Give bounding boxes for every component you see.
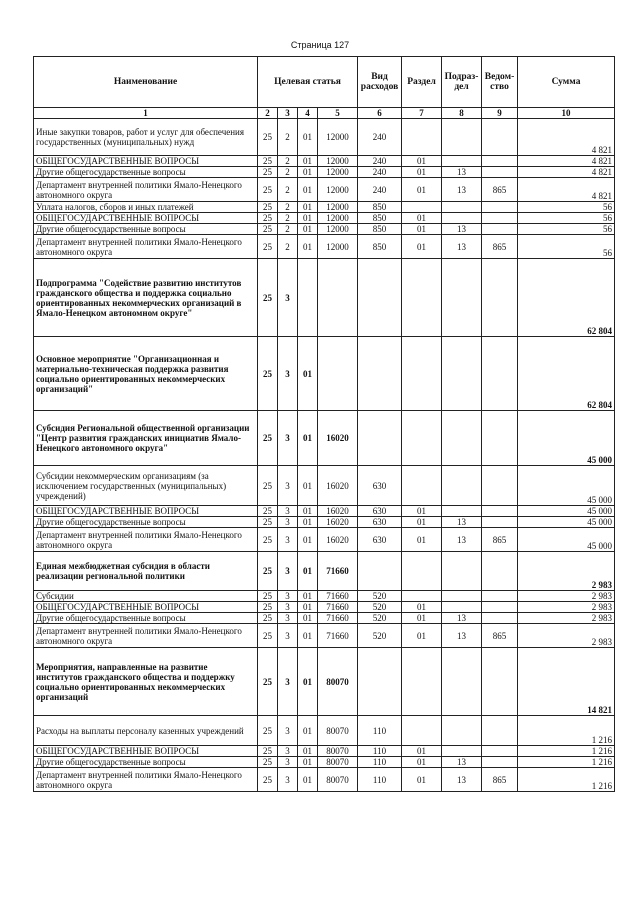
table-row bbox=[34, 624, 615, 648]
target-code: 80070 bbox=[318, 768, 358, 792]
subsection bbox=[442, 746, 482, 757]
subsection bbox=[442, 411, 482, 466]
target-event: 01 bbox=[298, 224, 318, 235]
expense-type: 520 bbox=[358, 591, 402, 602]
row-name: Департамент внутренней политики Ямало-Ненецкого автономного округа bbox=[34, 528, 258, 552]
target-code: 12000 bbox=[318, 119, 358, 156]
col-number: 7 bbox=[402, 108, 442, 119]
row-name: Мероприятия, направленные на развитие институтов гражданского общества и поддержку социально ориентированных некоммерческих организаций bbox=[34, 648, 258, 716]
col-number: 5 bbox=[318, 108, 358, 119]
target-code: 80070 bbox=[318, 746, 358, 757]
subsection bbox=[442, 591, 482, 602]
row-name: Другие общегосударственные вопросы bbox=[34, 224, 258, 235]
subsection bbox=[442, 466, 482, 506]
target-code: 71660 bbox=[318, 591, 358, 602]
amount: 1 216 bbox=[518, 757, 615, 768]
amount: 45 000 bbox=[518, 517, 615, 528]
amount: 56 bbox=[518, 202, 615, 213]
subsection bbox=[442, 648, 482, 716]
section bbox=[402, 648, 442, 716]
target-event: 01 bbox=[298, 746, 318, 757]
target-program: 25 bbox=[258, 746, 278, 757]
amount: 62 804 bbox=[518, 337, 615, 411]
target-program: 25 bbox=[258, 602, 278, 613]
col-number: 9 bbox=[482, 108, 518, 119]
amount: 14 821 bbox=[518, 648, 615, 716]
table-row bbox=[34, 716, 615, 746]
row-name: Субсидии bbox=[34, 591, 258, 602]
row-name: Департамент внутренней политики Ямало-Ненецкого автономного округа bbox=[34, 624, 258, 648]
target-subprogram: 3 bbox=[278, 757, 298, 768]
section: 01 bbox=[402, 224, 442, 235]
target-event: 01 bbox=[298, 235, 318, 259]
target-subprogram: 3 bbox=[278, 466, 298, 506]
target-program: 25 bbox=[258, 552, 278, 591]
target-event: 01 bbox=[298, 178, 318, 202]
target-code: 16020 bbox=[318, 517, 358, 528]
subsection: 13 bbox=[442, 768, 482, 792]
department bbox=[482, 746, 518, 757]
target-event: 01 bbox=[298, 757, 318, 768]
target-event bbox=[298, 259, 318, 337]
expense-type: 240 bbox=[358, 156, 402, 167]
target-subprogram: 3 bbox=[278, 624, 298, 648]
subsection bbox=[442, 156, 482, 167]
expense-type: 110 bbox=[358, 746, 402, 757]
target-code: 71660 bbox=[318, 552, 358, 591]
department: 865 bbox=[482, 528, 518, 552]
section: 01 bbox=[402, 156, 442, 167]
header-target: Целевая статья bbox=[258, 57, 358, 108]
table-row bbox=[34, 202, 615, 213]
department bbox=[482, 337, 518, 411]
col-number: 6 bbox=[358, 108, 402, 119]
target-subprogram: 2 bbox=[278, 119, 298, 156]
target-program: 25 bbox=[258, 178, 278, 202]
target-code: 12000 bbox=[318, 224, 358, 235]
row-name: ОБЩЕГОСУДАРСТВЕННЫЕ ВОПРОСЫ bbox=[34, 602, 258, 613]
department: 865 bbox=[482, 178, 518, 202]
amount: 45 000 bbox=[518, 528, 615, 552]
expense-type: 630 bbox=[358, 506, 402, 517]
target-code: 71660 bbox=[318, 624, 358, 648]
target-code: 16020 bbox=[318, 466, 358, 506]
table-row bbox=[34, 411, 615, 466]
target-subprogram: 2 bbox=[278, 235, 298, 259]
subsection: 13 bbox=[442, 613, 482, 624]
target-subprogram: 3 bbox=[278, 411, 298, 466]
col-number: 4 bbox=[298, 108, 318, 119]
table-row bbox=[34, 178, 615, 202]
table-row bbox=[34, 156, 615, 167]
header-section: Раздел bbox=[402, 57, 442, 108]
col-number: 10 bbox=[518, 108, 615, 119]
col-number: 2 bbox=[258, 108, 278, 119]
table-row bbox=[34, 552, 615, 591]
amount: 45 000 bbox=[518, 466, 615, 506]
expense-type: 110 bbox=[358, 716, 402, 746]
subsection: 13 bbox=[442, 178, 482, 202]
amount: 1 216 bbox=[518, 716, 615, 746]
row-name: Другие общегосударственные вопросы bbox=[34, 757, 258, 768]
department bbox=[482, 202, 518, 213]
row-name: Другие общегосударственные вопросы bbox=[34, 517, 258, 528]
department bbox=[482, 411, 518, 466]
target-event: 01 bbox=[298, 466, 318, 506]
table-row bbox=[34, 213, 615, 224]
target-program: 25 bbox=[258, 466, 278, 506]
department bbox=[482, 466, 518, 506]
expense-type: 240 bbox=[358, 178, 402, 202]
target-program: 25 bbox=[258, 624, 278, 648]
target-program: 25 bbox=[258, 591, 278, 602]
section: 01 bbox=[402, 602, 442, 613]
section: 01 bbox=[402, 624, 442, 648]
col-number: 1 bbox=[34, 108, 258, 119]
header-expense-type: Вид расходов bbox=[358, 57, 402, 108]
section bbox=[402, 259, 442, 337]
table-row bbox=[34, 591, 615, 602]
row-name: Иные закупки товаров, работ и услуг для обеспечения государственных (муниципальных) нужд bbox=[34, 119, 258, 156]
target-code bbox=[318, 337, 358, 411]
department bbox=[482, 757, 518, 768]
target-subprogram: 2 bbox=[278, 167, 298, 178]
target-subprogram: 3 bbox=[278, 716, 298, 746]
section: 01 bbox=[402, 746, 442, 757]
subsection: 13 bbox=[442, 224, 482, 235]
target-event: 01 bbox=[298, 768, 318, 792]
row-name: Субсидия Региональной общественной организации "Центр развития гражданских инициатив Ямало-Ненецкого автономного округа" bbox=[34, 411, 258, 466]
target-event: 01 bbox=[298, 202, 318, 213]
department bbox=[482, 167, 518, 178]
department: 865 bbox=[482, 768, 518, 792]
expense-type: 520 bbox=[358, 602, 402, 613]
header-subsection: Подраз-дел bbox=[442, 57, 482, 108]
section bbox=[402, 119, 442, 156]
department bbox=[482, 648, 518, 716]
amount: 4 821 bbox=[518, 167, 615, 178]
target-program: 25 bbox=[258, 202, 278, 213]
target-code: 12000 bbox=[318, 156, 358, 167]
section bbox=[402, 466, 442, 506]
expense-type: 850 bbox=[358, 202, 402, 213]
row-name: Подпрограмма "Содействие развитию институтов гражданского общества и поддержка социально ориентированных некоммерческих организаций в Ямало-Ненецком автономном округе" bbox=[34, 259, 258, 337]
target-subprogram: 3 bbox=[278, 259, 298, 337]
amount: 56 bbox=[518, 235, 615, 259]
expense-type bbox=[358, 259, 402, 337]
section: 01 bbox=[402, 506, 442, 517]
subsection bbox=[442, 337, 482, 411]
row-name: ОБЩЕГОСУДАРСТВЕННЫЕ ВОПРОСЫ bbox=[34, 156, 258, 167]
target-event: 01 bbox=[298, 602, 318, 613]
target-subprogram: 2 bbox=[278, 213, 298, 224]
target-subprogram: 3 bbox=[278, 613, 298, 624]
amount: 4 821 bbox=[518, 156, 615, 167]
row-name: Основное мероприятие "Организационная и материально-техническая поддержка развития социально ориентированных некоммерческих организаций" bbox=[34, 337, 258, 411]
subsection: 13 bbox=[442, 517, 482, 528]
subsection: 13 bbox=[442, 235, 482, 259]
target-subprogram: 3 bbox=[278, 591, 298, 602]
section bbox=[402, 591, 442, 602]
department bbox=[482, 552, 518, 591]
budget-table bbox=[33, 56, 615, 792]
header-name: Наименование bbox=[34, 57, 258, 108]
target-code: 12000 bbox=[318, 178, 358, 202]
subsection bbox=[442, 213, 482, 224]
target-program: 25 bbox=[258, 119, 278, 156]
target-program: 25 bbox=[258, 716, 278, 746]
table-row bbox=[34, 602, 615, 613]
target-code: 16020 bbox=[318, 411, 358, 466]
department bbox=[482, 716, 518, 746]
target-code: 12000 bbox=[318, 202, 358, 213]
subsection: 13 bbox=[442, 528, 482, 552]
target-event: 01 bbox=[298, 528, 318, 552]
table-row bbox=[34, 648, 615, 716]
table-row bbox=[34, 337, 615, 411]
expense-type: 630 bbox=[358, 528, 402, 552]
amount: 2 983 bbox=[518, 591, 615, 602]
department: 865 bbox=[482, 235, 518, 259]
target-event: 01 bbox=[298, 716, 318, 746]
target-subprogram: 3 bbox=[278, 602, 298, 613]
target-event: 01 bbox=[298, 213, 318, 224]
row-name: Единая межбюджетная субсидия в области реализации региональной политики bbox=[34, 552, 258, 591]
expense-type bbox=[358, 337, 402, 411]
expense-type: 630 bbox=[358, 466, 402, 506]
section: 01 bbox=[402, 528, 442, 552]
target-code: 12000 bbox=[318, 167, 358, 178]
amount: 56 bbox=[518, 224, 615, 235]
target-event: 01 bbox=[298, 648, 318, 716]
target-subprogram: 3 bbox=[278, 746, 298, 757]
department bbox=[482, 119, 518, 156]
table-row bbox=[34, 224, 615, 235]
department bbox=[482, 259, 518, 337]
target-event: 01 bbox=[298, 591, 318, 602]
header-row bbox=[34, 57, 615, 108]
amount: 2 983 bbox=[518, 613, 615, 624]
table-body bbox=[34, 119, 615, 792]
expense-type: 850 bbox=[358, 213, 402, 224]
amount: 2 983 bbox=[518, 624, 615, 648]
amount: 2 983 bbox=[518, 602, 615, 613]
section bbox=[402, 202, 442, 213]
target-event: 01 bbox=[298, 337, 318, 411]
expense-type bbox=[358, 411, 402, 466]
department bbox=[482, 591, 518, 602]
column-number-row bbox=[34, 108, 615, 119]
table-row bbox=[34, 167, 615, 178]
col-number: 3 bbox=[278, 108, 298, 119]
target-code: 80070 bbox=[318, 716, 358, 746]
section: 01 bbox=[402, 178, 442, 202]
section: 01 bbox=[402, 768, 442, 792]
table-row bbox=[34, 466, 615, 506]
row-name: ОБЩЕГОСУДАРСТВЕННЫЕ ВОПРОСЫ bbox=[34, 746, 258, 757]
target-program: 25 bbox=[258, 224, 278, 235]
table-row bbox=[34, 757, 615, 768]
target-program: 25 bbox=[258, 167, 278, 178]
subsection: 13 bbox=[442, 624, 482, 648]
amount: 45 000 bbox=[518, 411, 615, 466]
expense-type: 630 bbox=[358, 517, 402, 528]
amount: 62 804 bbox=[518, 259, 615, 337]
target-code: 71660 bbox=[318, 613, 358, 624]
target-program: 25 bbox=[258, 517, 278, 528]
target-code: 12000 bbox=[318, 235, 358, 259]
target-program: 25 bbox=[258, 506, 278, 517]
section bbox=[402, 552, 442, 591]
target-subprogram: 2 bbox=[278, 202, 298, 213]
target-event: 01 bbox=[298, 411, 318, 466]
expense-type: 520 bbox=[358, 624, 402, 648]
col-number: 8 bbox=[442, 108, 482, 119]
table-row bbox=[34, 613, 615, 624]
expense-type: 240 bbox=[358, 119, 402, 156]
section bbox=[402, 337, 442, 411]
target-subprogram: 2 bbox=[278, 224, 298, 235]
table-row bbox=[34, 528, 615, 552]
target-program: 25 bbox=[258, 213, 278, 224]
target-program: 25 bbox=[258, 768, 278, 792]
row-name: Другие общегосударственные вопросы bbox=[34, 613, 258, 624]
expense-type: 240 bbox=[358, 167, 402, 178]
section: 01 bbox=[402, 757, 442, 768]
department bbox=[482, 602, 518, 613]
table-row bbox=[34, 119, 615, 156]
subsection: 13 bbox=[442, 757, 482, 768]
target-event: 01 bbox=[298, 119, 318, 156]
row-name: ОБЩЕГОСУДАРСТВЕННЫЕ ВОПРОСЫ bbox=[34, 506, 258, 517]
target-event: 01 bbox=[298, 167, 318, 178]
target-subprogram: 3 bbox=[278, 506, 298, 517]
target-subprogram: 3 bbox=[278, 768, 298, 792]
amount: 1 216 bbox=[518, 746, 615, 757]
department bbox=[482, 517, 518, 528]
target-event: 01 bbox=[298, 624, 318, 648]
target-program: 25 bbox=[258, 411, 278, 466]
amount: 1 216 bbox=[518, 768, 615, 792]
target-code bbox=[318, 259, 358, 337]
row-name: Субсидии некоммерческим организациям (за исключением государственных (муниципальных) учреждений) bbox=[34, 466, 258, 506]
section: 01 bbox=[402, 167, 442, 178]
amount: 4 821 bbox=[518, 178, 615, 202]
expense-type: 520 bbox=[358, 613, 402, 624]
subsection bbox=[442, 202, 482, 213]
table-row bbox=[34, 506, 615, 517]
table-row bbox=[34, 746, 615, 757]
section: 01 bbox=[402, 613, 442, 624]
page-number: Страница 127 bbox=[290, 40, 350, 50]
target-program: 25 bbox=[258, 156, 278, 167]
target-program: 25 bbox=[258, 259, 278, 337]
row-name: Уплата налогов, сборов и иных платежей bbox=[34, 202, 258, 213]
table-row bbox=[34, 768, 615, 792]
header-sum: Сумма bbox=[518, 57, 615, 108]
expense-type bbox=[358, 552, 402, 591]
target-subprogram: 3 bbox=[278, 517, 298, 528]
row-name: Расходы на выплаты персоналу казенных учреждений bbox=[34, 716, 258, 746]
row-name: ОБЩЕГОСУДАРСТВЕННЫЕ ВОПРОСЫ bbox=[34, 213, 258, 224]
amount: 56 bbox=[518, 213, 615, 224]
department bbox=[482, 224, 518, 235]
section: 01 bbox=[402, 235, 442, 259]
row-name: Департамент внутренней политики Ямало-Ненецкого автономного округа bbox=[34, 235, 258, 259]
target-program: 25 bbox=[258, 528, 278, 552]
subsection bbox=[442, 119, 482, 156]
target-event: 01 bbox=[298, 156, 318, 167]
amount: 2 983 bbox=[518, 552, 615, 591]
target-subprogram: 3 bbox=[278, 648, 298, 716]
subsection bbox=[442, 552, 482, 591]
target-subprogram: 3 bbox=[278, 552, 298, 591]
expense-type bbox=[358, 648, 402, 716]
target-program: 25 bbox=[258, 235, 278, 259]
target-program: 25 bbox=[258, 613, 278, 624]
section: 01 bbox=[402, 517, 442, 528]
target-code: 80070 bbox=[318, 648, 358, 716]
target-event: 01 bbox=[298, 506, 318, 517]
subsection bbox=[442, 716, 482, 746]
section: 01 bbox=[402, 213, 442, 224]
expense-type: 850 bbox=[358, 235, 402, 259]
target-program: 25 bbox=[258, 757, 278, 768]
section bbox=[402, 411, 442, 466]
table-row bbox=[34, 517, 615, 528]
header-department: Ведом-ство bbox=[482, 57, 518, 108]
row-name: Департамент внутренней политики Ямало-Ненецкого автономного округа bbox=[34, 178, 258, 202]
subsection bbox=[442, 259, 482, 337]
expense-type: 850 bbox=[358, 224, 402, 235]
subsection: 13 bbox=[442, 167, 482, 178]
table-row bbox=[34, 259, 615, 337]
target-code: 80070 bbox=[318, 757, 358, 768]
subsection bbox=[442, 506, 482, 517]
department bbox=[482, 506, 518, 517]
table-row bbox=[34, 235, 615, 259]
section bbox=[402, 716, 442, 746]
expense-type: 110 bbox=[358, 757, 402, 768]
row-name: Департамент внутренней политики Ямало-Ненецкого автономного округа bbox=[34, 768, 258, 792]
target-code: 12000 bbox=[318, 213, 358, 224]
target-event: 01 bbox=[298, 613, 318, 624]
target-code: 16020 bbox=[318, 506, 358, 517]
amount: 4 821 bbox=[518, 119, 615, 156]
target-program: 25 bbox=[258, 648, 278, 716]
row-name: Другие общегосударственные вопросы bbox=[34, 167, 258, 178]
target-event: 01 bbox=[298, 552, 318, 591]
amount: 45 000 bbox=[518, 506, 615, 517]
target-code: 71660 bbox=[318, 602, 358, 613]
target-program: 25 bbox=[258, 337, 278, 411]
department bbox=[482, 213, 518, 224]
department bbox=[482, 156, 518, 167]
target-subprogram: 2 bbox=[278, 178, 298, 202]
department: 865 bbox=[482, 624, 518, 648]
expense-type: 110 bbox=[358, 768, 402, 792]
department bbox=[482, 613, 518, 624]
target-code: 16020 bbox=[318, 528, 358, 552]
subsection bbox=[442, 602, 482, 613]
target-subprogram: 2 bbox=[278, 156, 298, 167]
target-subprogram: 3 bbox=[278, 337, 298, 411]
target-subprogram: 3 bbox=[278, 528, 298, 552]
target-event: 01 bbox=[298, 517, 318, 528]
